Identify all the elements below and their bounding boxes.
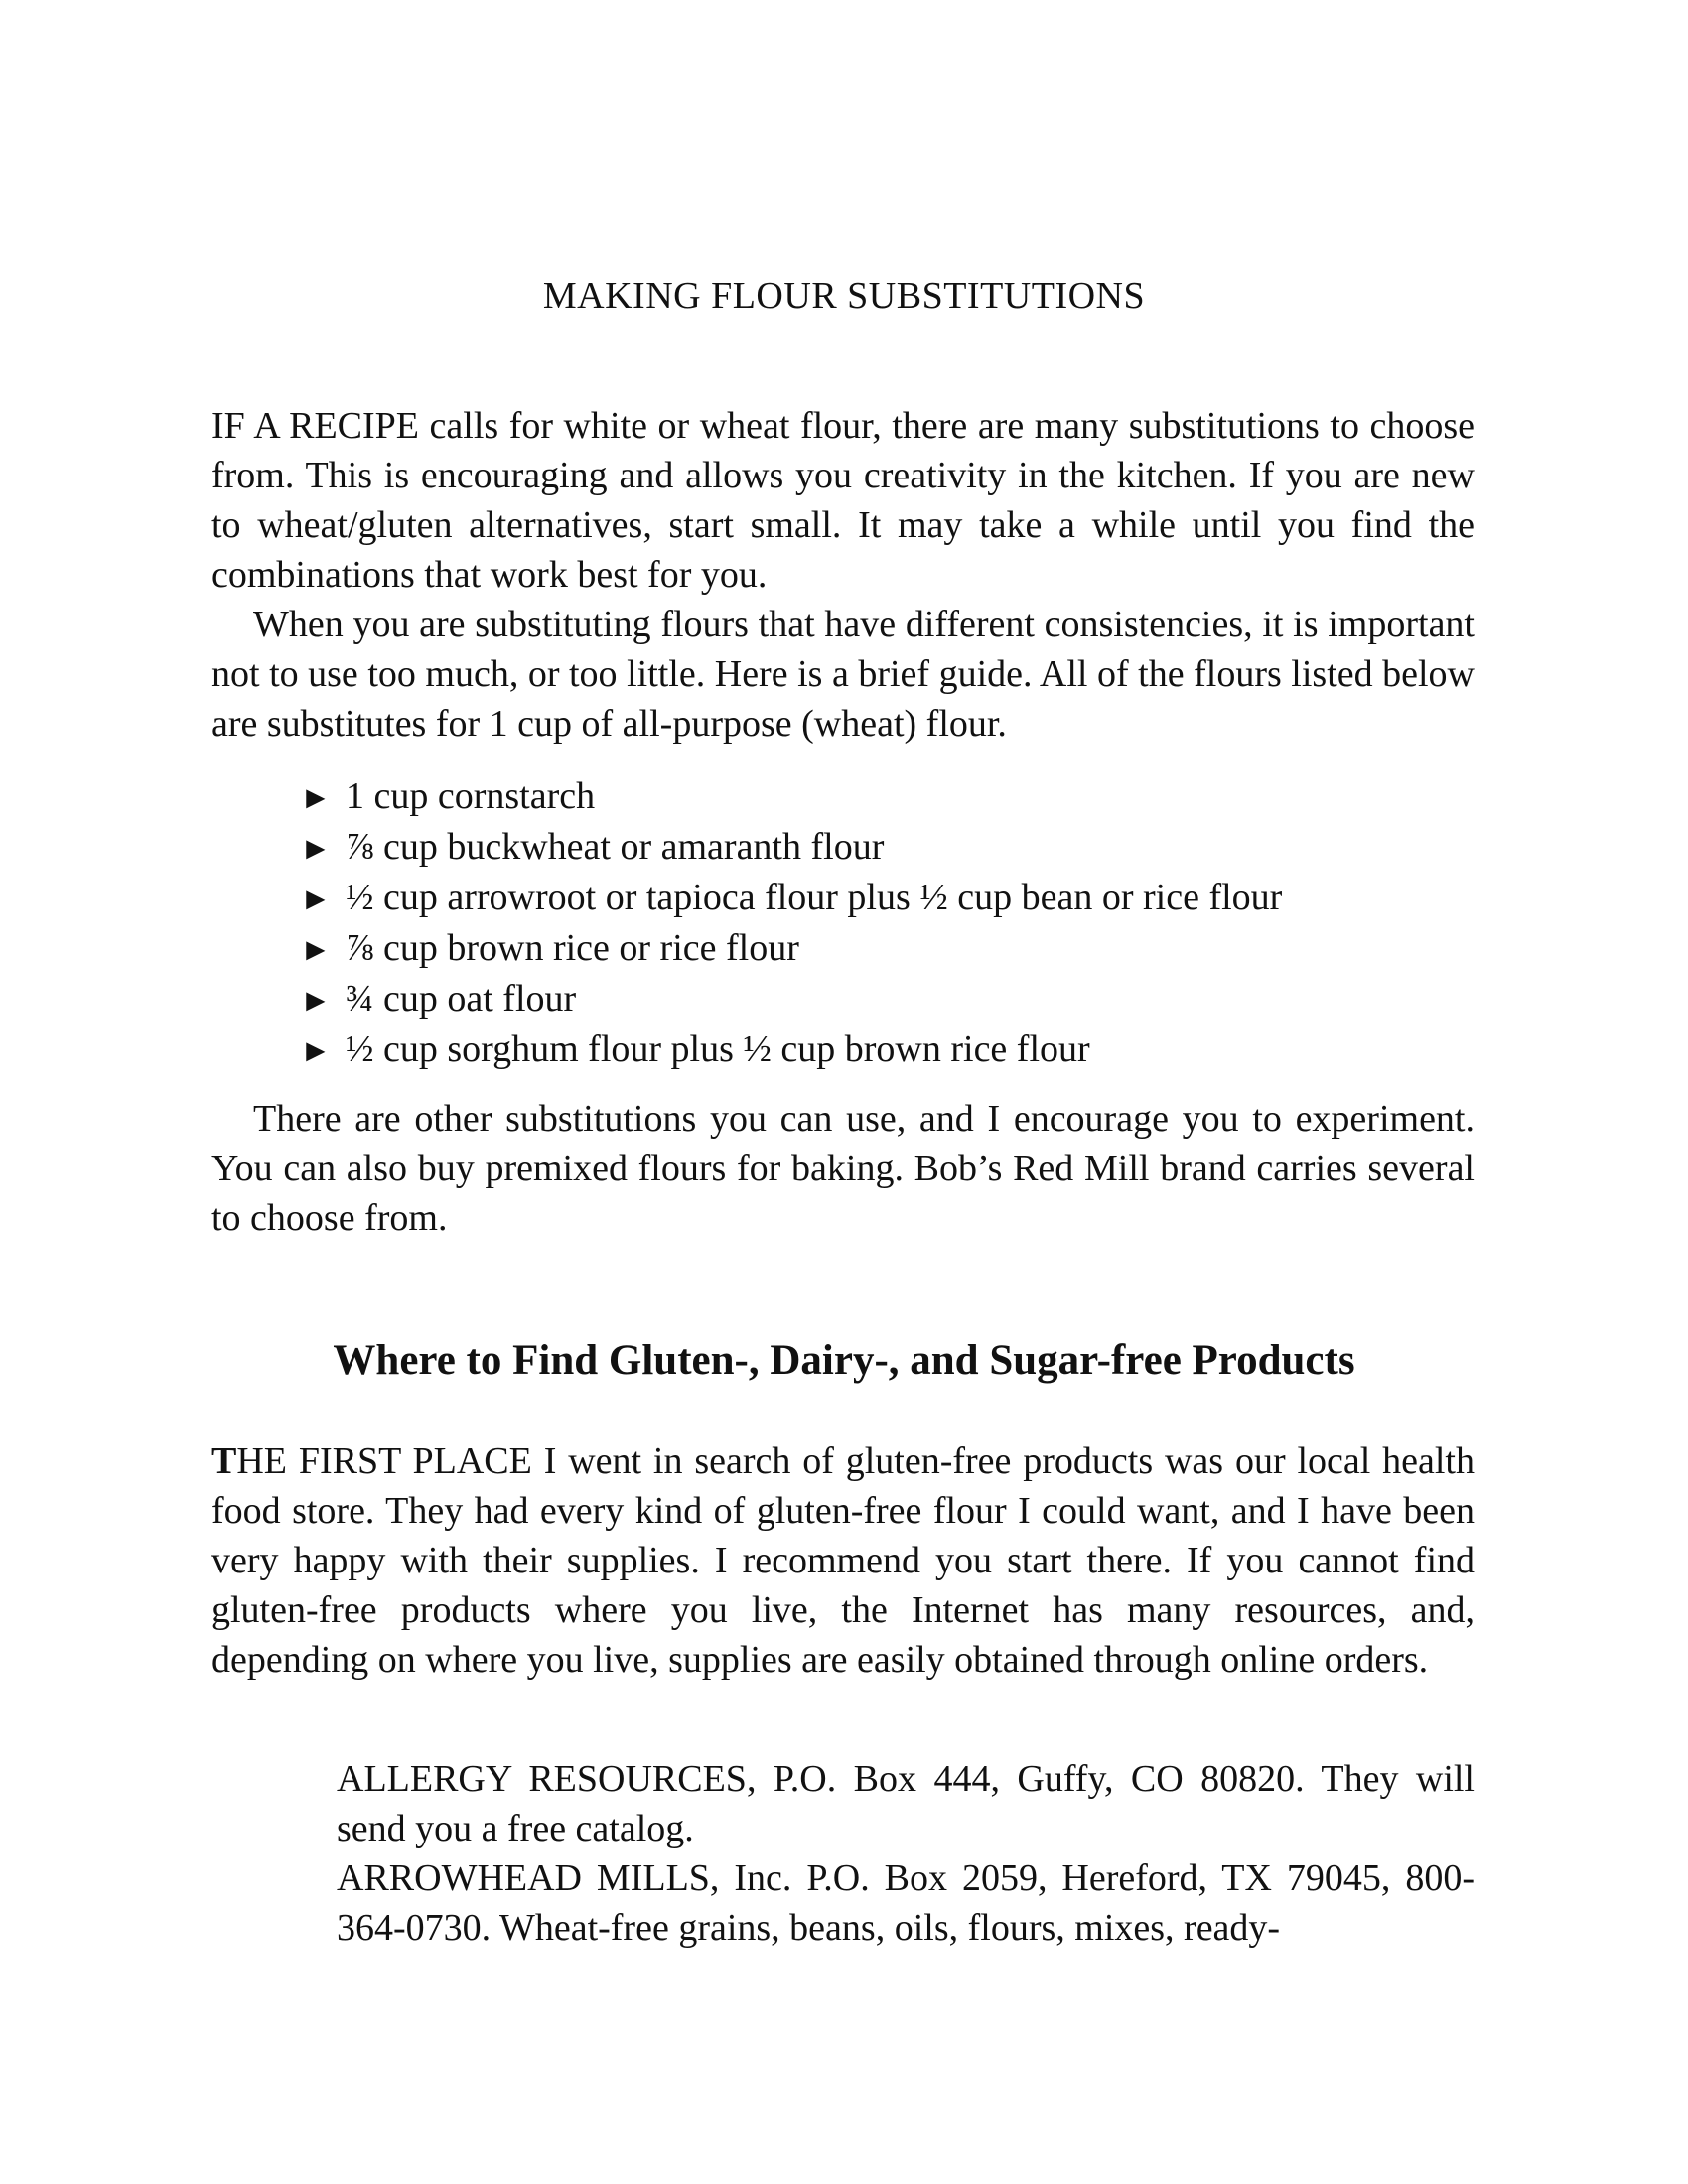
- list-item-text: 1 cup cornstarch: [346, 775, 596, 817]
- list-item: [300, 822, 1282, 873]
- list-item: [300, 923, 1282, 974]
- closing-text: [211, 1094, 1475, 1243]
- triangle-bullet-icon: ►: [300, 779, 332, 815]
- list-item-text: ½ cup sorghum flour plus ½ cup brown rice flour: [346, 1028, 1090, 1070]
- list-item-text: ¾ cup oat flour: [346, 978, 577, 1020]
- list-item: [300, 974, 1282, 1024]
- section-title: MAKING FLOUR SUBSTITUTIONS: [542, 275, 1146, 317]
- closing-paragraph: There are other substitutions you can use, and I encourage you to experiment. You can also buy premixed flours for baking. Bob’s Red Mill brand carries several to choose from.: [211, 1098, 1475, 1239]
- intro-text: [211, 401, 1475, 749]
- where-paragraph-text: HE FIRST PLACE I went in search of gluten-free products was our local health food store. They had every kind of gluten-free flour I could want, and I have been very happy with their supplies. I recommend you start there. If you cannot find gluten-free products where you live, the Internet has many resources, and, depending on where you live, supplies are easily obtained through online orders.: [211, 1440, 1475, 1681]
- triangle-bullet-icon: ►: [300, 982, 332, 1018]
- triangle-bullet-icon: ►: [300, 1032, 332, 1068]
- list-item: [300, 873, 1282, 923]
- list-item-text: ⅞ cup buckwheat or amaranth flour: [346, 826, 885, 868]
- where-heading: Where to Find Gluten-, Dairy-, and Sugar-free Products: [333, 1337, 1355, 1384]
- substitution-list: [300, 771, 1282, 1075]
- intro-paragraph-2: When you are substituting flours that have different consistencies, it is important not to use too much, or too little. Here is a brief guide. All of the flours listed below are substitutes for 1 cup of all-purpose (wheat) flour.: [211, 604, 1475, 745]
- triangle-bullet-icon: ►: [300, 931, 332, 967]
- where-text: [211, 1436, 1475, 1685]
- resource-entry: ALLERGY RESOURCES, P.O. Box 444, Guffy, CO 80820. They will send you a free catalog.: [337, 1758, 1475, 1849]
- triangle-bullet-icon: ►: [300, 881, 332, 916]
- where-paragraph: [211, 1436, 1475, 1685]
- list-item-text: ⅞ cup brown rice or rice flour: [346, 927, 799, 969]
- intro-paragraph-1: IF A RECIPE calls for white or wheat flour, there are many substitutions to choose from. This is encouraging and allows you creativity in the kitchen. If you are new to wheat/gluten alternatives, start small. It may take a while until you find the combinations that work best for you.: [211, 405, 1475, 596]
- list-item-text: ½ cup arrowroot or tapioca flour plus ½ cup bean or rice flour: [346, 877, 1283, 918]
- resource-entry: ARROWHEAD MILLS, Inc. P.O. Box 2059, Hereford, TX 79045, 800-364-0730. Wheat-free grains, beans, oils, flours, mixes, ready-: [337, 1857, 1475, 1949]
- list-item: [300, 771, 1282, 822]
- list-item: [300, 1024, 1282, 1075]
- dropcap-letter: T: [211, 1440, 237, 1482]
- resource-list: [337, 1754, 1475, 1953]
- triangle-bullet-icon: ►: [300, 830, 332, 866]
